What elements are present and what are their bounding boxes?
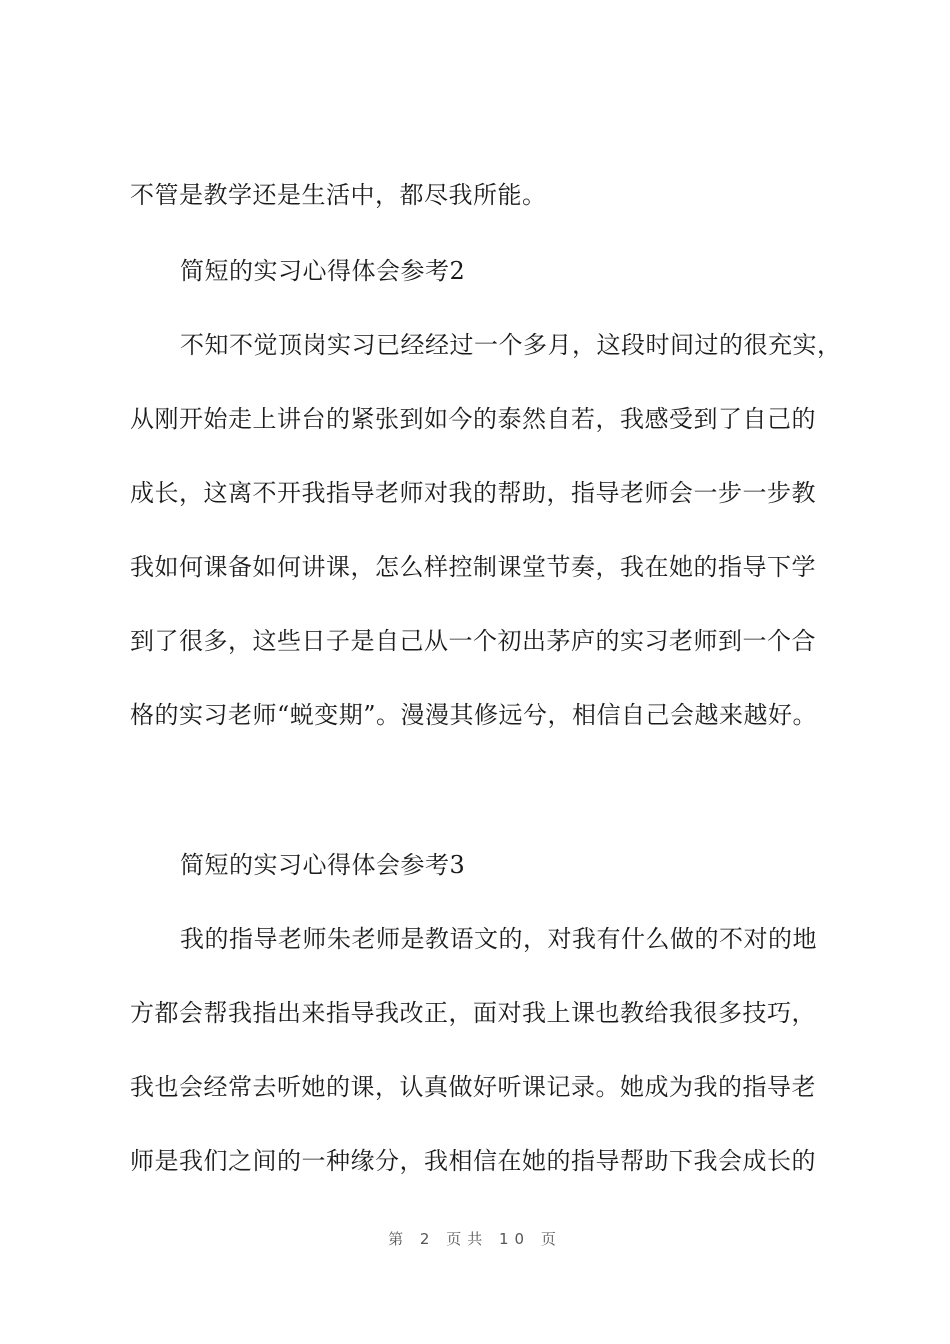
body-text-line: 我如何课备如何讲课，怎么样控制课堂节奏，我在她的指导下学 <box>130 553 816 581</box>
body-text-line: 方都会帮我指出来指导我改正，面对我上课也教给我很多技巧， <box>130 999 816 1027</box>
body-text-line: 到了很多，这些日子是自己从一个初出茅庐的实习老师到一个合 <box>130 627 816 655</box>
body-text-line: 我的指导老师朱老师是教语文的，对我有什么做的不对的地 <box>180 925 817 953</box>
body-text-line: 我也会经常去听她的课，认真做好听课记录。她成为我的指导老 <box>130 1073 816 1101</box>
body-text-line: 不管是教学还是生活中，都尽我所能。 <box>130 181 547 209</box>
section-heading: 简短的实习心得体会参考3 <box>180 851 466 879</box>
section-heading: 简短的实习心得体会参考2 <box>180 257 466 285</box>
body-text-line: 师是我们之间的一种缘分，我相信在她的指导帮助下我会成长的 <box>130 1147 816 1175</box>
body-text-line: 成长，这离不开我指导老师对我的帮助，指导老师会一步一步教 <box>130 479 816 507</box>
body-text-line: 从刚开始走上讲台的紧张到如今的泰然自若，我感受到了自己的 <box>130 405 816 433</box>
body-text-line: 不知不觉顶岗实习已经经过一个多月，这段时间过的很充实， <box>180 331 842 359</box>
page-footer: 第 2 页共 10 页 <box>388 1230 562 1248</box>
body-text-line: 格的实习老师“蜕变期”。漫漫其修远兮，相信自己会越来越好。 <box>130 701 818 729</box>
